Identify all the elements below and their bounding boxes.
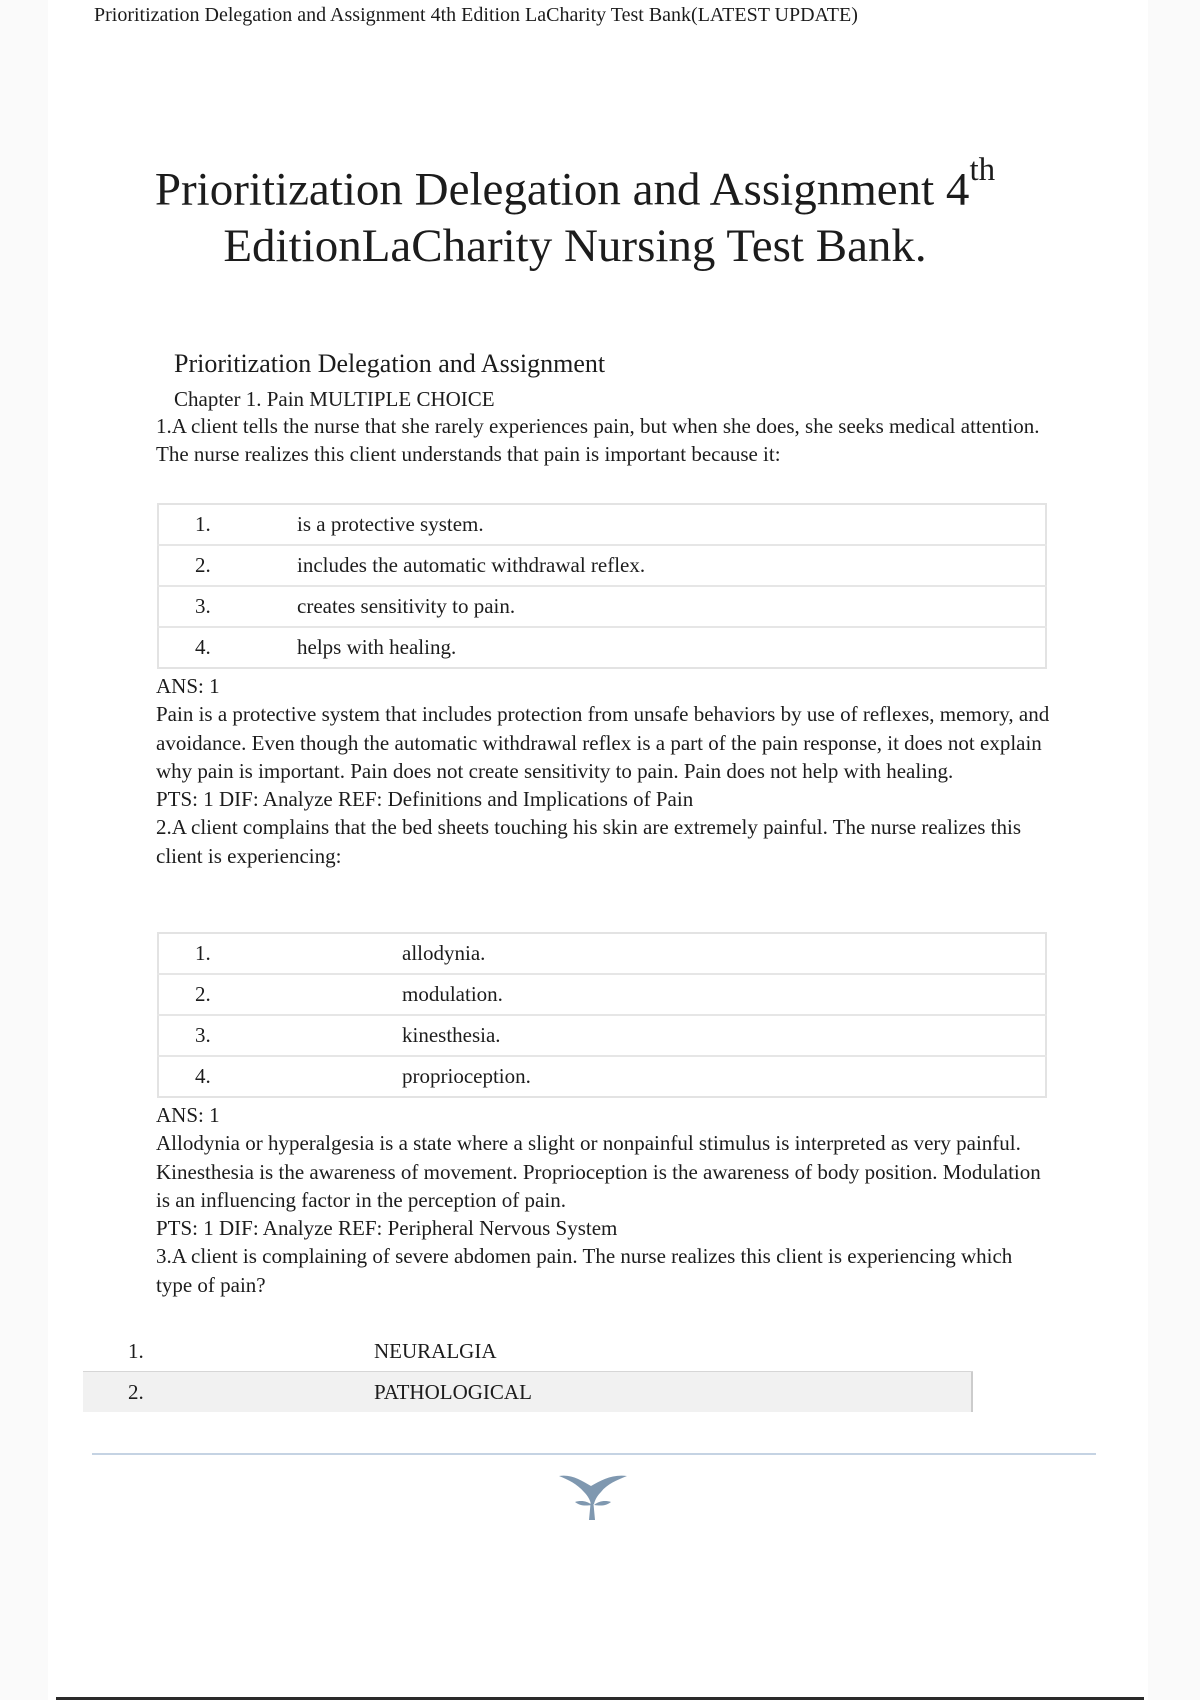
question-1-meta: PTS: 1 DIF: Analyze REF: Definitions and Implications of Pain	[156, 787, 694, 812]
choice-text: is a protective system.	[297, 512, 484, 536]
choice-number: 2.	[158, 545, 297, 586]
question-1-choices	[157, 503, 1047, 669]
page-margin-left	[0, 0, 48, 1700]
choice-number: 2.	[158, 974, 402, 1015]
choice-text: NEURALGIA	[374, 1339, 497, 1363]
choice-row[interactable]	[158, 586, 1046, 627]
choice-row[interactable]	[83, 1331, 973, 1371]
page-margin-right	[1148, 0, 1200, 1700]
choice-row[interactable]	[158, 1056, 1046, 1097]
choice-number: 4.	[158, 1056, 402, 1097]
question-2-answer: ANS: 1	[156, 1103, 220, 1127]
choice-row[interactable]	[158, 933, 1046, 974]
choice-number: 3.	[158, 586, 297, 627]
question-1-explanation	[156, 672, 1052, 870]
footer-rule	[92, 1453, 1096, 1455]
choice-text: kinesthesia.	[402, 1015, 1046, 1056]
question-2-explanation	[156, 1101, 1052, 1299]
question-1-stem: 1.A client tells the nurse that she rarely experiences pain, but when she does, she seeks medical attention. The nurse realizes this client understands that pain is important because it:	[156, 414, 1040, 467]
page-title	[60, 150, 1090, 274]
question-2-meta: PTS: 1 DIF: Analyze REF: Peripheral Nervous System	[156, 1216, 618, 1241]
choice-number: 4.	[158, 627, 297, 668]
title-line-2: EditionLaCharity Nursing Test Bank.	[223, 219, 927, 272]
choice-text: proprioception.	[402, 1056, 1046, 1097]
choice-number: 1.	[195, 941, 211, 965]
choice-row[interactable]	[158, 1015, 1046, 1056]
choice-row[interactable]	[158, 504, 1046, 545]
bird-logo-icon	[555, 1470, 631, 1522]
choice-text: modulation.	[402, 974, 1046, 1015]
choice-row[interactable]	[158, 974, 1046, 1015]
choice-text: creates sensitivity to pain.	[297, 586, 1046, 627]
question-2-rationale: Allodynia or hyperalgesia is a state where a slight or nonpainful stimulus is interpreted as very painful. Kinesthesia is the awareness of movement. Proprioception is the awareness of body position. Modulation is an influencing factor in the perception of pain.	[156, 1131, 1041, 1212]
choice-row[interactable]	[158, 545, 1046, 586]
question-2-stem: 2.A client complains that the bed sheets touching his skin are extremely painful. The nurse realizes this client is experiencing:	[156, 815, 1022, 868]
title-superscript: th	[969, 152, 996, 188]
choice-text: includes the automatic withdrawal reflex.	[297, 545, 1046, 586]
choice-row[interactable]	[158, 627, 1046, 668]
title-line-1: Prioritization Delegation and Assignment 4	[154, 163, 970, 216]
question-2-choices	[157, 932, 1047, 1098]
choice-row[interactable]	[83, 1372, 973, 1412]
choice-number: 2.	[128, 1380, 144, 1404]
book-subtitle: Prioritization Delegation and Assignment	[174, 349, 606, 378]
question-1-rationale: Pain is a protective system that includes protection from unsafe behaviors by use of reflexes, memory, and avoidance. Even though the automatic withdrawal reflex is a part of the pain response, it does not explain why pain is important. Pain does not create sensitivity to pain. Pain does not help with healing.	[156, 702, 1050, 783]
choice-number: 3.	[158, 1015, 402, 1056]
choice-text: helps with healing.	[297, 627, 1046, 668]
running-header: Prioritization Delegation and Assignment 4th Edition LaCharity Test Bank(LATEST UPDATE)	[94, 4, 858, 26]
choice-text: allodynia.	[402, 941, 486, 965]
question-1-answer: ANS: 1	[156, 674, 220, 698]
choice-number: 1.	[128, 1339, 144, 1363]
chapter-heading: Chapter 1. Pain MULTIPLE CHOICE	[174, 387, 495, 411]
choice-number: 1.	[195, 512, 211, 536]
question-3-stem: 3.A client is complaining of severe abdomen pain. The nurse realizes this client is experiencing which type of pain?	[156, 1244, 1013, 1297]
choice-text: PATHOLOGICAL	[374, 1380, 532, 1404]
